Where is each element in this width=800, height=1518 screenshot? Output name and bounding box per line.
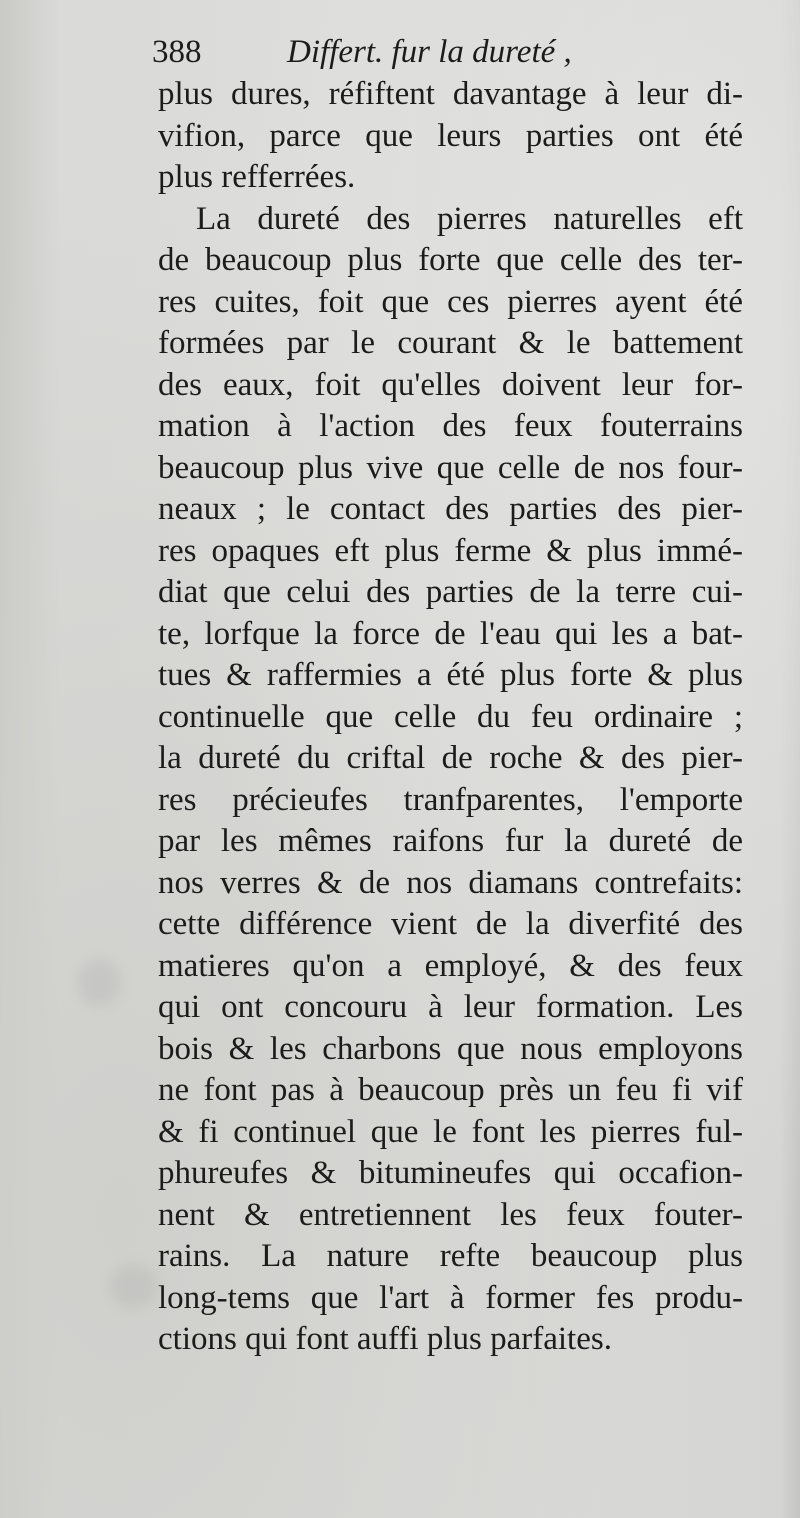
text-line: phureufes & bitumineufes qui occafion- bbox=[158, 1155, 743, 1191]
text-line: mation à l'action des feux fouterrains bbox=[158, 408, 743, 444]
text-line: diat que celui des parties de la terre cui- bbox=[158, 574, 743, 610]
paper-stain bbox=[110, 1265, 158, 1309]
text-line: par les mêmes raifons fur la dureté de bbox=[158, 823, 743, 859]
text-line: rains. La nature refte beaucoup plus bbox=[158, 1238, 743, 1274]
text-line: nent & entretiennent les feux fouter- bbox=[158, 1196, 743, 1233]
running-title: Differt. fur la dureté , bbox=[287, 34, 572, 70]
text-line: tues & raffermies a été plus forte & plus bbox=[158, 657, 743, 693]
running-head bbox=[152, 22, 752, 82]
text-line: matieres qu'on a employé, & des feux bbox=[158, 947, 743, 984]
text-line: beaucoup plus vive que celle de nos four- bbox=[158, 449, 743, 486]
text-line: & fi continuel que le font les pierres ful- bbox=[158, 1113, 743, 1150]
text-line: neaux ; le contact des parties des pier- bbox=[158, 491, 743, 527]
text-line: plus refferrées. bbox=[158, 159, 356, 195]
text-line: bois & les charbons que nous employons bbox=[158, 1030, 743, 1067]
text-line: la dureté du criftal de roche & des pier- bbox=[158, 740, 743, 776]
paper-stain bbox=[78, 960, 120, 1006]
text-line: res cuites, foit que ces pierres ayent été bbox=[158, 283, 743, 320]
text-line: vifion, parce que leurs parties ont été bbox=[158, 117, 743, 154]
text-line: plus dures, réfiftent davantage à leur di- bbox=[158, 76, 743, 112]
text-line: qui ont concouru à leur formation. Les bbox=[158, 989, 743, 1025]
body-text bbox=[158, 74, 743, 1361]
text-line: formées par le courant & le battement bbox=[158, 325, 743, 361]
text-line: ctions qui font auffi plus parfaites. bbox=[158, 1321, 612, 1357]
text-line: nos verres & de nos diamans contrefaits: bbox=[158, 864, 743, 901]
text-line: des eaux, foit qu'elles doivent leur for- bbox=[158, 366, 743, 403]
page-number: 388 bbox=[152, 34, 202, 70]
text-line: cette différence vient de la diverfité des bbox=[158, 906, 743, 942]
text-line: La dureté des pierres naturelles eft bbox=[196, 200, 743, 237]
text-line: res précieufes tranfparentes, l'emporte bbox=[158, 781, 743, 818]
text-line: ne font pas à beaucoup près un feu fi vif bbox=[158, 1072, 743, 1108]
text-line: long-tems que l'art à former fes produ- bbox=[158, 1279, 743, 1316]
text-line: continuelle que celle du feu ordinaire ; bbox=[158, 698, 743, 735]
text-line: res opaques eft plus ferme & plus immé- bbox=[158, 532, 743, 569]
text-line: te, lorfque la force de l'eau qui les a bat- bbox=[158, 615, 743, 652]
text-line: de beaucoup plus forte que celle des ter- bbox=[158, 242, 743, 278]
